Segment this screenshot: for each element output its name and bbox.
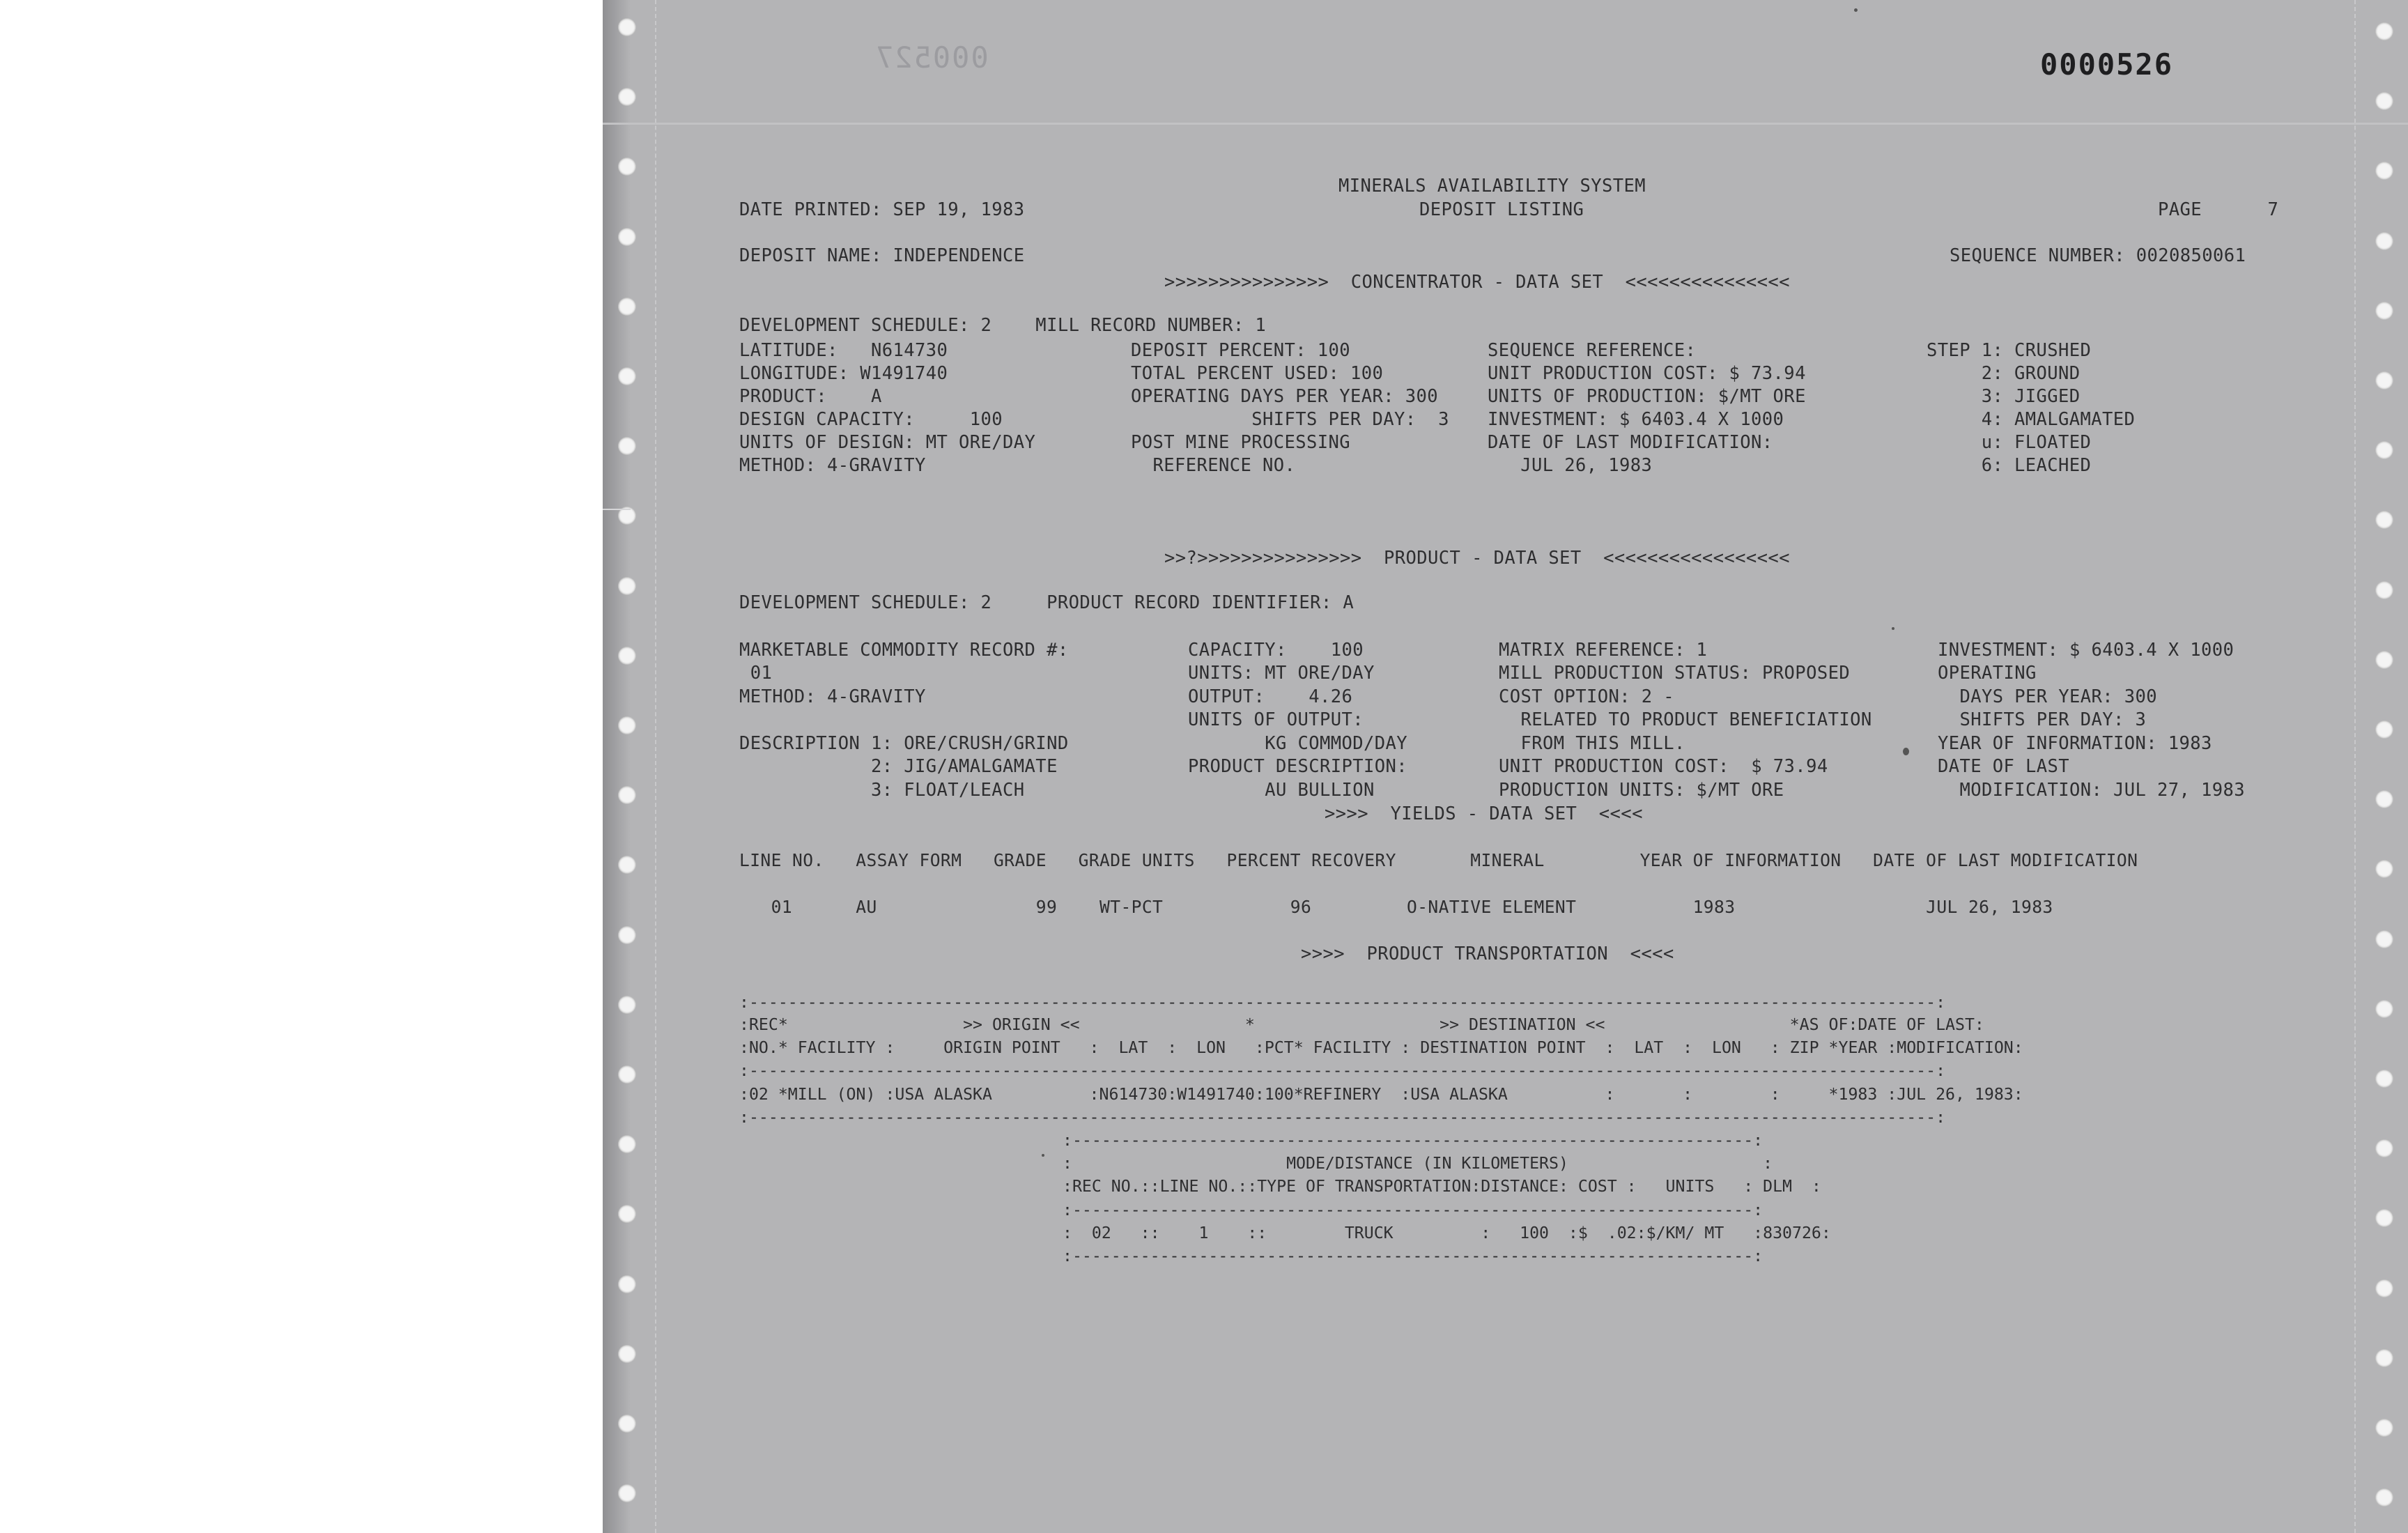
product-field: MATRIX REFERENCE: 1: [1499, 640, 1708, 661]
product-field: AU BULLION: [1188, 780, 1375, 801]
deposit-name: DEPOSIT NAME: INDEPENDENCE: [739, 245, 1025, 266]
table-title-row: : MODE/DISTANCE (IN KILOMETERS) :: [1063, 1154, 1773, 1173]
feed-hole: [618, 926, 636, 944]
feed-hole: [618, 996, 636, 1014]
product-field: 2: JIG/AMALGAMATE: [739, 756, 1058, 777]
table-header-row: :REC NO.::LINE NO.::TYPE OF TRANSPORTATION:DISTANCE: COST : UNITS : DLM :: [1063, 1177, 1821, 1196]
product-field: RELATED TO PRODUCT BENEFICIATION: [1499, 709, 1872, 730]
feed-hole: [2375, 581, 2393, 599]
perforation-line-right: [2354, 0, 2356, 1533]
feed-hole: [618, 1135, 636, 1153]
process-step: 4: AMALGAMATED: [1927, 409, 2136, 430]
concentrator-field: PRODUCT: A: [739, 386, 882, 407]
feed-hole: [2375, 371, 2393, 390]
concentrator-field: POST MINE PROCESSING: [1131, 432, 1351, 453]
product-field: DAYS PER YEAR: 300: [1938, 686, 2158, 707]
feed-hole: [2375, 1070, 2393, 1088]
concentrator-dev-schedule: DEVELOPMENT SCHEDULE: 2 MILL RECORD NUMBER: 1: [739, 315, 1267, 336]
paper-speck: [1042, 1154, 1044, 1157]
product-dev-schedule: DEVELOPMENT SCHEDULE: 2 PRODUCT RECORD IDENTIFIER: A: [739, 592, 1354, 613]
concentrator-header: >>>>>>>>>>>>>>> CONCENTRATOR - DATA SET <<<<<<<<<<<<<<<: [1164, 272, 1790, 293]
yields-column-headers: LINE NO. ASSAY FORM GRADE GRADE UNITS PERCENT RECOVERY MINERAL YEAR OF INFORMATION DATE OF LAST MODIFICATION: [739, 850, 2138, 870]
concentrator-field: TOTAL PERCENT USED: 100: [1131, 363, 1384, 384]
feed-hole: [618, 1275, 636, 1293]
feed-hole: [2375, 1349, 2393, 1367]
feed-hole: [618, 577, 636, 595]
edge-crease: [603, 509, 631, 510]
product-field: 01: [739, 663, 773, 684]
product-field: DATE OF LAST: [1938, 756, 2070, 777]
feed-hole: [618, 1415, 636, 1433]
feed-hole: [2375, 1419, 2393, 1437]
table-rule: :----------------------------------------------------------------------:: [1063, 1247, 1763, 1265]
process-step: STEP 1: CRUSHED: [1927, 340, 2092, 361]
feed-hole: [618, 786, 636, 804]
table-row: :02 *MILL (ON) :USA ALASKA :N614730:W1491740:100*REFINERY :USA ALASKA : : : *1983 :JUL 26, 1983:: [739, 1085, 2023, 1104]
system-title: MINERALS AVAILABILITY SYSTEM: [1338, 176, 1646, 197]
concentrator-field: UNIT PRODUCTION COST: $ 73.94: [1488, 363, 1806, 384]
yields-header: >>>> YIELDS - DATA SET <<<<: [1325, 803, 1643, 824]
tractor-feed-strip-right: [2356, 0, 2408, 1533]
feed-hole: [618, 716, 636, 734]
perforation-line-left: [655, 0, 656, 1533]
process-step: 6: LEACHED: [1927, 455, 2092, 476]
product-field: UNITS: MT ORE/DAY: [1188, 663, 1375, 684]
feed-hole: [2375, 1000, 2393, 1018]
feed-hole: [618, 157, 636, 176]
product-field: METHOD: 4-GRAVITY: [739, 686, 926, 707]
feed-hole: [618, 437, 636, 455]
product-field: PRODUCTION UNITS: $/MT ORE: [1499, 780, 1784, 801]
concentrator-field: UNITS OF PRODUCTION: $/MT ORE: [1488, 386, 1806, 407]
feed-hole: [618, 1065, 636, 1084]
feed-hole: [2375, 1139, 2393, 1157]
concentrator-field: SHIFTS PER DAY: 3: [1131, 409, 1449, 430]
concentrator-field: LATITUDE: N614730: [739, 340, 948, 361]
feed-hole: [2375, 232, 2393, 250]
paper-speck: [1903, 748, 1909, 755]
feed-hole: [2375, 1279, 2393, 1297]
table-rule: :----------------------------------------------------------------------:: [1063, 1131, 1763, 1150]
feed-hole: [2375, 441, 2393, 459]
feed-hole: [2375, 92, 2393, 110]
feed-hole: [2375, 302, 2393, 320]
feed-hole: [618, 88, 636, 106]
product-field: UNITS OF OUTPUT:: [1188, 709, 1364, 730]
feed-hole: [618, 1345, 636, 1363]
concentrator-field: REFERENCE NO.: [1131, 455, 1296, 476]
table-rule: :----------------------------------------------------------------------:: [1063, 1201, 1763, 1219]
product-field: COST OPTION: 2 -: [1499, 686, 1675, 707]
paper-speck: [1892, 627, 1894, 630]
feed-hole: [2375, 1209, 2393, 1227]
product-field: INVESTMENT: $ 6403.4 X 1000: [1938, 640, 2235, 661]
feed-hole: [2375, 930, 2393, 948]
table-header-row: :NO.* FACILITY : ORIGIN POINT : LAT : LON :PCT* FACILITY : DESTINATION POINT : LAT : LON : ZIP *YEAR :MODIFICATION:: [739, 1038, 2023, 1057]
bleed-through-number: 000527: [874, 40, 989, 75]
listing-title: DEPOSIT LISTING: [1419, 199, 1584, 220]
feed-hole: [618, 298, 636, 316]
page-fold-line: [603, 123, 2408, 125]
yields-row: 01 AU 99 WT-PCT 96 O-NATIVE ELEMENT 1983 JUL 26, 1983: [739, 897, 2053, 917]
process-step: 2: GROUND: [1927, 363, 2081, 384]
table-rule: :--------------------------------------------------------------------------------------------------------------------------:: [739, 1061, 1946, 1080]
concentrator-field: SEQUENCE REFERENCE:: [1488, 340, 1697, 361]
concentrator-field: LONGITUDE: W1491740: [739, 363, 948, 384]
page-stamp-number: 0000526: [2040, 47, 2174, 82]
feed-hole: [2375, 721, 2393, 739]
concentrator-field: OPERATING DAYS PER YEAR: 300: [1131, 386, 1439, 407]
feed-hole: [2375, 790, 2393, 808]
feed-hole: [618, 647, 636, 665]
tractor-feed-strip-left: [603, 0, 655, 1533]
product-field: OPERATING: [1938, 663, 2037, 684]
feed-hole: [2375, 651, 2393, 669]
feed-hole: [618, 367, 636, 385]
product-field: OUTPUT: 4.26: [1188, 686, 1353, 707]
paper-speck: [1854, 8, 1858, 12]
product-field: MILL PRODUCTION STATUS: PROPOSED: [1499, 663, 1851, 684]
product-field: SHIFTS PER DAY: 3: [1938, 709, 2147, 730]
feed-hole: [2375, 1488, 2393, 1507]
concentrator-field: DESIGN CAPACITY: 100: [739, 409, 1003, 430]
product-header: >>?>>>>>>>>>>>>>>> PRODUCT - DATA SET <<<<<<<<<<<<<<<<<: [1164, 548, 1790, 569]
date-printed: DATE PRINTED: SEP 19, 1983: [739, 199, 1025, 220]
product-field: FROM THIS MILL.: [1499, 733, 1685, 754]
feed-hole: [618, 1484, 636, 1502]
concentrator-field: INVESTMENT: $ 6403.4 X 1000: [1488, 409, 1784, 430]
process-step: u: FLOATED: [1927, 432, 2092, 453]
product-field: DESCRIPTION 1: ORE/CRUSH/GRIND: [739, 733, 1069, 754]
table-rule: :--------------------------------------------------------------------------------------------------------------------------:: [739, 993, 1946, 1012]
feed-hole: [2375, 860, 2393, 878]
product-field: MODIFICATION: JUL 27, 1983: [1938, 780, 2246, 801]
product-field: 3: FLOAT/LEACH: [739, 780, 1025, 801]
concentrator-field: METHOD: 4-GRAVITY: [739, 455, 926, 476]
feed-hole: [2375, 22, 2393, 40]
feed-hole: [2375, 511, 2393, 529]
feed-hole: [618, 856, 636, 874]
concentrator-field: DATE OF LAST MODIFICATION:: [1488, 432, 1773, 453]
page-number: PAGE 7: [2158, 199, 2279, 220]
table-row: : 02 :: 1 :: TRUCK : 100 :$ .02:$/KM/ MT :830726:: [1063, 1224, 1831, 1242]
table-rule: :--------------------------------------------------------------------------------------------------------------------------:: [739, 1108, 1946, 1127]
feed-hole: [2375, 162, 2393, 180]
feed-hole: [618, 228, 636, 246]
feed-hole: [618, 1205, 636, 1223]
product-field: PRODUCT DESCRIPTION:: [1188, 756, 1408, 777]
process-step: 3: JIGGED: [1927, 386, 2081, 407]
product-field: CAPACITY: 100: [1188, 640, 1364, 661]
feed-hole: [618, 18, 636, 36]
concentrator-field: JUL 26, 1983: [1488, 455, 1653, 476]
sequence-number: SEQUENCE NUMBER: 0020850061: [1950, 245, 2246, 266]
printout-sheet: [603, 0, 2408, 1533]
product-field: KG COMMOD/DAY: [1188, 733, 1408, 754]
product-field: UNIT PRODUCTION COST: $ 73.94: [1499, 756, 1828, 777]
concentrator-field: DEPOSIT PERCENT: 100: [1131, 340, 1351, 361]
table-header-row: :REC* >> ORIGIN << * >> DESTINATION << *AS OF:DATE OF LAST:: [739, 1015, 1984, 1034]
product-field: MARKETABLE COMMODITY RECORD #:: [739, 640, 1069, 661]
transportation-header: >>>> PRODUCT TRANSPORTATION <<<<: [1301, 943, 1674, 964]
product-field: YEAR OF INFORMATION: 1983: [1938, 733, 2212, 754]
concentrator-field: UNITS OF DESIGN: MT ORE/DAY: [739, 432, 1036, 453]
